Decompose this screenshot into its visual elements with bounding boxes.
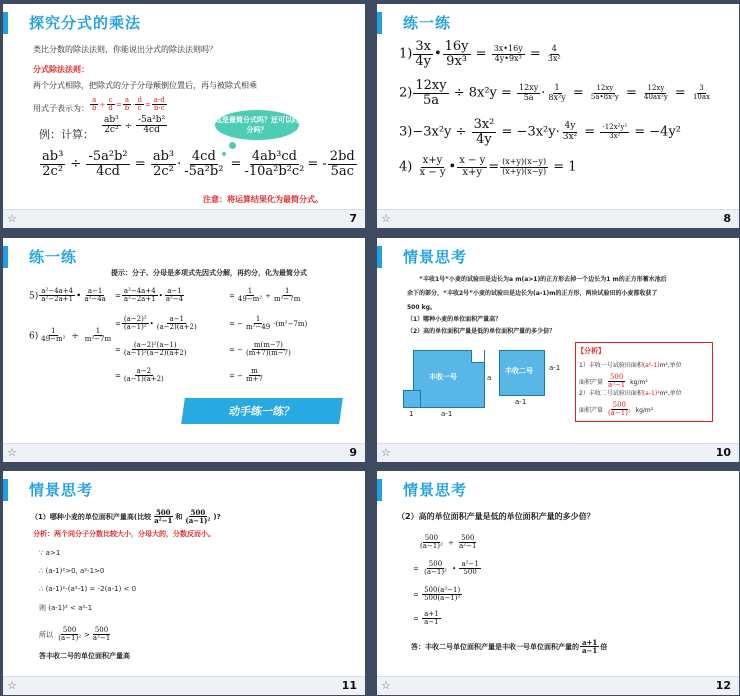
symbol-text: 用式子表示为： — [33, 104, 89, 113]
analysis-box — [575, 342, 713, 422]
title-accent-bar — [3, 246, 8, 268]
analysis-2-yield: 面积产量 $\frac{500}{\text{(a−1)²}}$ kg/m² — [579, 401, 654, 418]
slide-footer — [377, 209, 739, 228]
exercise-4: 4) $\frac{x+y}{x - y}$ • $\frac{x - y}{x+y}$ = $\frac{(x+y)(x-y)}{(x+y)(x-y)}$ = 1 — [399, 155, 577, 178]
solution-5-step-4: = $\frac{a-2}{(a-1)(a+2)}$ — [115, 367, 164, 384]
problem-line-2: 余下的部分，“丰收2号”小麦的试验田是边长为(a-1)m的正方形，两块试验田的小麦都收获了 — [407, 290, 658, 297]
bubble-dot — [229, 142, 236, 149]
slide-title: 练一练 — [29, 248, 78, 266]
step-1: ∵ a>1 — [39, 549, 61, 557]
analysis-label: 【分析】 — [577, 347, 605, 355]
slide-number: 10 — [715, 446, 731, 459]
question-text: （1）哪种小麦的单位面积产量高(比较 $\frac{500}{\text{a²−1}}$ 和 $\frac{500}{\text{(a−1)²}}$ )? — [31, 508, 221, 526]
slide-10-thumbnail[interactable] — [377, 238, 739, 462]
analysis-1: 1）丰收一号试验田面积(a²-1)m²,单位 — [579, 362, 682, 369]
step-3: ∴ (a-1)²-(a²-1) = -2(a-1) < 0 — [39, 585, 137, 593]
analysis-text: 分析：两个同分子分数比较大小，分母大的，分数反而小。 — [33, 530, 215, 538]
side-label-a: a — [487, 374, 492, 382]
star-icon[interactable]: ☆ — [7, 446, 17, 459]
slide-title: 情景思考 — [403, 481, 468, 499]
title-accent-bar — [377, 479, 382, 501]
hint-text: 提示：分子、分母是多项式先因式分解，再约分，化为最简分式 — [111, 269, 307, 277]
solution-step-4: = $\frac{a+1}{a-1}$ — [413, 610, 439, 627]
item-number: 3) — [399, 124, 413, 140]
exercise-6: 6) $\frac{1}{\text{49−m²}}$ ÷ $\frac{1}{\text{m²−7m}}$ — [29, 327, 112, 344]
analysis-1-yield: 面积产量 $\frac{500}{\text{a²−1}}$ kg/m² — [579, 373, 648, 390]
problem-line-1: “丰收1号”小麦的试验田是边长为a m(a>1)的正方形去掉一个边长为1 m的正方形蓄水池后 — [419, 276, 667, 283]
step-2: ∴ (a-1)²>0, a²-1>0 — [39, 567, 105, 575]
item-number: 6) — [29, 331, 39, 342]
solution-5-step-1: = $\frac{\text{a²−4a+4}}{\text{a²−2a+1}}$ • $\frac{a-1}{\text{a²−4}}$ — [115, 287, 184, 304]
slide-11-thumbnail[interactable] — [3, 471, 365, 695]
hint-bubble: 这是最简分式吗？还可以约分吗？ — [215, 110, 299, 140]
title-accent-bar — [3, 12, 8, 34]
title-accent-bar — [377, 12, 382, 34]
slide-footer — [377, 443, 739, 462]
solution-5-step-3: = $\frac{\text{(a−2)²(a−1)}}{\text{(a−1)²(a−2)(a+2)}}$ — [115, 341, 187, 358]
slide-footer — [3, 209, 365, 228]
slide-footer — [3, 676, 365, 695]
side-label-a-minus-1: a-1 — [549, 364, 561, 372]
exercise-5: 5) $\frac{\text{a²−4a+4}}{\text{a²−2a+1}}$ • $\frac{a-1}{\text{a²−4a}}$ — [29, 287, 106, 304]
example-expression: $\frac{\text{ab³}}{\text{2c²}}$ ÷ $\frac{\text{-5a²b²}}{4cd}$ — [104, 115, 166, 136]
slide-title: 情景思考 — [403, 248, 468, 266]
rule-text: 两个分式相除，把除式的分子分母颠倒位置后，再与被除式相乘 — [33, 81, 257, 90]
answer-text: 答：丰收二号单位面积产量是丰收一号单位面积产量的 $\frac{a+1}{a-1}$ 倍 — [411, 638, 608, 656]
slide-footer — [377, 676, 739, 695]
intro-text: 类比分数的除法法则，你能说出分式的除法法则吗？ — [33, 45, 217, 54]
slide-number: 9 — [349, 446, 357, 459]
slide-title: 情景思考 — [29, 481, 94, 499]
title-accent-bar — [377, 246, 382, 268]
slide-footer — [3, 443, 365, 462]
exercise-1: 1) $\frac{3x}{4y}$ • $\frac{16y}{\text{9x³}}$ = $\frac{3x•16y}{\text{4y•9x³}}$ = $\frac{4}{\text{3x²}}$ — [399, 39, 561, 69]
question-text: （2）高的单位面积产量是低的单位面积产量的多少倍？ — [397, 512, 595, 521]
analysis-2: 2）丰收二号试验田面积(a-1)²m²,单位 — [579, 390, 682, 397]
item-number: 5) — [29, 291, 39, 302]
step-4: 则 (a-1)² < a²-1 — [39, 604, 93, 612]
slide-9-thumbnail[interactable] — [3, 238, 365, 462]
slide-number: 11 — [341, 679, 357, 692]
slide-number: 12 — [715, 679, 731, 692]
field-1-label: 丰收一号 — [429, 373, 457, 381]
rule-formula: $\frac{a}{b}$ ÷ $\frac{c}{d}$ = $\frac{a}{b}$ · $\frac{d}{c}$ = $\frac{a\cdot d}{b\cdot c}$ — [92, 96, 165, 113]
note-text: 注意：将运算结果化为最简分式。 — [203, 195, 323, 204]
practice-button[interactable]: 动手练一练？ — [181, 398, 343, 424]
solution-6-step-2: = − $\frac{1}{\text{m²−49}}$ ·(m²−7m) — [229, 315, 308, 332]
side-label-1: 1 — [409, 410, 414, 418]
question-1: （1）哪种小麦的单位面积产量高？ — [407, 316, 502, 323]
example-label: 例：计算： — [39, 128, 94, 141]
star-icon[interactable]: ☆ — [381, 679, 391, 692]
slide-12-thumbnail[interactable] — [377, 471, 739, 695]
solution-step-2: = $\frac{500}{\text{(a−1)²}}$ • $\frac{\text{a²−1}}{500}$ — [413, 560, 479, 577]
side-label-a-minus-1: a-1 — [515, 398, 527, 406]
solution-5-step-2: = $\frac{\text{(a−2)²}}{\text{(a−1)²}}$ • $\frac{a-1}{(a-2)(a+2)}$ — [115, 315, 197, 332]
star-icon[interactable]: ☆ — [381, 446, 391, 459]
slide-7-thumbnail[interactable] — [3, 4, 365, 228]
rule-label: 分式除法法则： — [33, 65, 89, 74]
solution-6-step-3: = − $\frac{m(m-7)}{(m+7)(m-7)}$ — [229, 341, 291, 358]
solution-expression: $\frac{\text{ab³}}{\text{2c²}}$ ÷ $\frac{\text{-5a²b²}}{4cd}$ = $\frac{\text{ab³}}{\text{2c²}}$ · $\frac{4cd}{\text{-5a²b²}}$ = $\frac{\text{4ab³cd}}{\text{-10a²b²c²}}$ = - $\frac{2bd}{5ac}$ — [42, 149, 355, 179]
answer-text: 答丰收二号的单位面积产量高 — [39, 652, 130, 660]
item-number: 4) — [399, 159, 413, 175]
star-icon[interactable]: ☆ — [381, 212, 391, 225]
title-accent-bar — [3, 479, 8, 501]
star-icon[interactable]: ☆ — [7, 212, 17, 225]
pond-cutout — [471, 350, 484, 363]
star-icon[interactable]: ☆ — [7, 679, 17, 692]
slide-number: 8 — [723, 212, 731, 225]
solution-6-step-1: = $\frac{1}{\text{49−m²}}$ ÷ $\frac{1}{\text{m²−7m}}$ — [229, 287, 301, 304]
item-number: 1) — [399, 46, 413, 62]
solution-step-3: = $\frac{\text{500(a²−1)}}{\text{500(a−1)²}}$ — [413, 586, 461, 603]
solution-6-step-4: = − $\frac{m}{m+7}$ — [229, 367, 263, 384]
slide-8-thumbnail[interactable] — [377, 4, 739, 228]
exercise-2: 2) $\frac{12xy}{5a}$ ÷ 8x²y = $\frac{12xy}{5a}$ · $\frac{1}{\text{8x²y}}$ = $\frac{12xy}{\text{5a•8x²y}}$ = $\frac{12xy}{\text{40ax²y}}$ = $\frac{3}{10ax}$ — [399, 78, 710, 108]
side-label-a-minus-1: a-1 — [441, 410, 453, 418]
slide-number: 7 — [349, 212, 357, 225]
problem-line-3: 500 kg。 — [407, 304, 436, 311]
pond-diagram — [403, 390, 421, 408]
question-2: （2）高的单位面积产量是低的单位面积产量的多少倍？ — [407, 328, 556, 335]
item-number: 2) — [399, 85, 413, 101]
exercise-3: 3)−3x²y ÷ $\frac{\text{3x²}}{4y}$ = −3x²y· $\frac{4y}{\text{3x²}}$ = $\frac{\text{-12x²y²}}{\text{3x²}}$ = −4y² — [399, 117, 682, 147]
field-2-label: 丰收二号 — [505, 367, 533, 375]
solution-step-1: $\frac{500}{\text{(a−1)²}}$ ÷ $\frac{500}{\text{a²−1}}$ — [420, 534, 477, 551]
step-5: 所以 $\frac{500}{\text{(a−1)²}}$ > $\frac{500}{\text{a²−1}}$ — [39, 626, 111, 643]
slide-title: 探究分式的乘法 — [29, 14, 142, 32]
slide-title: 练一练 — [403, 14, 452, 32]
